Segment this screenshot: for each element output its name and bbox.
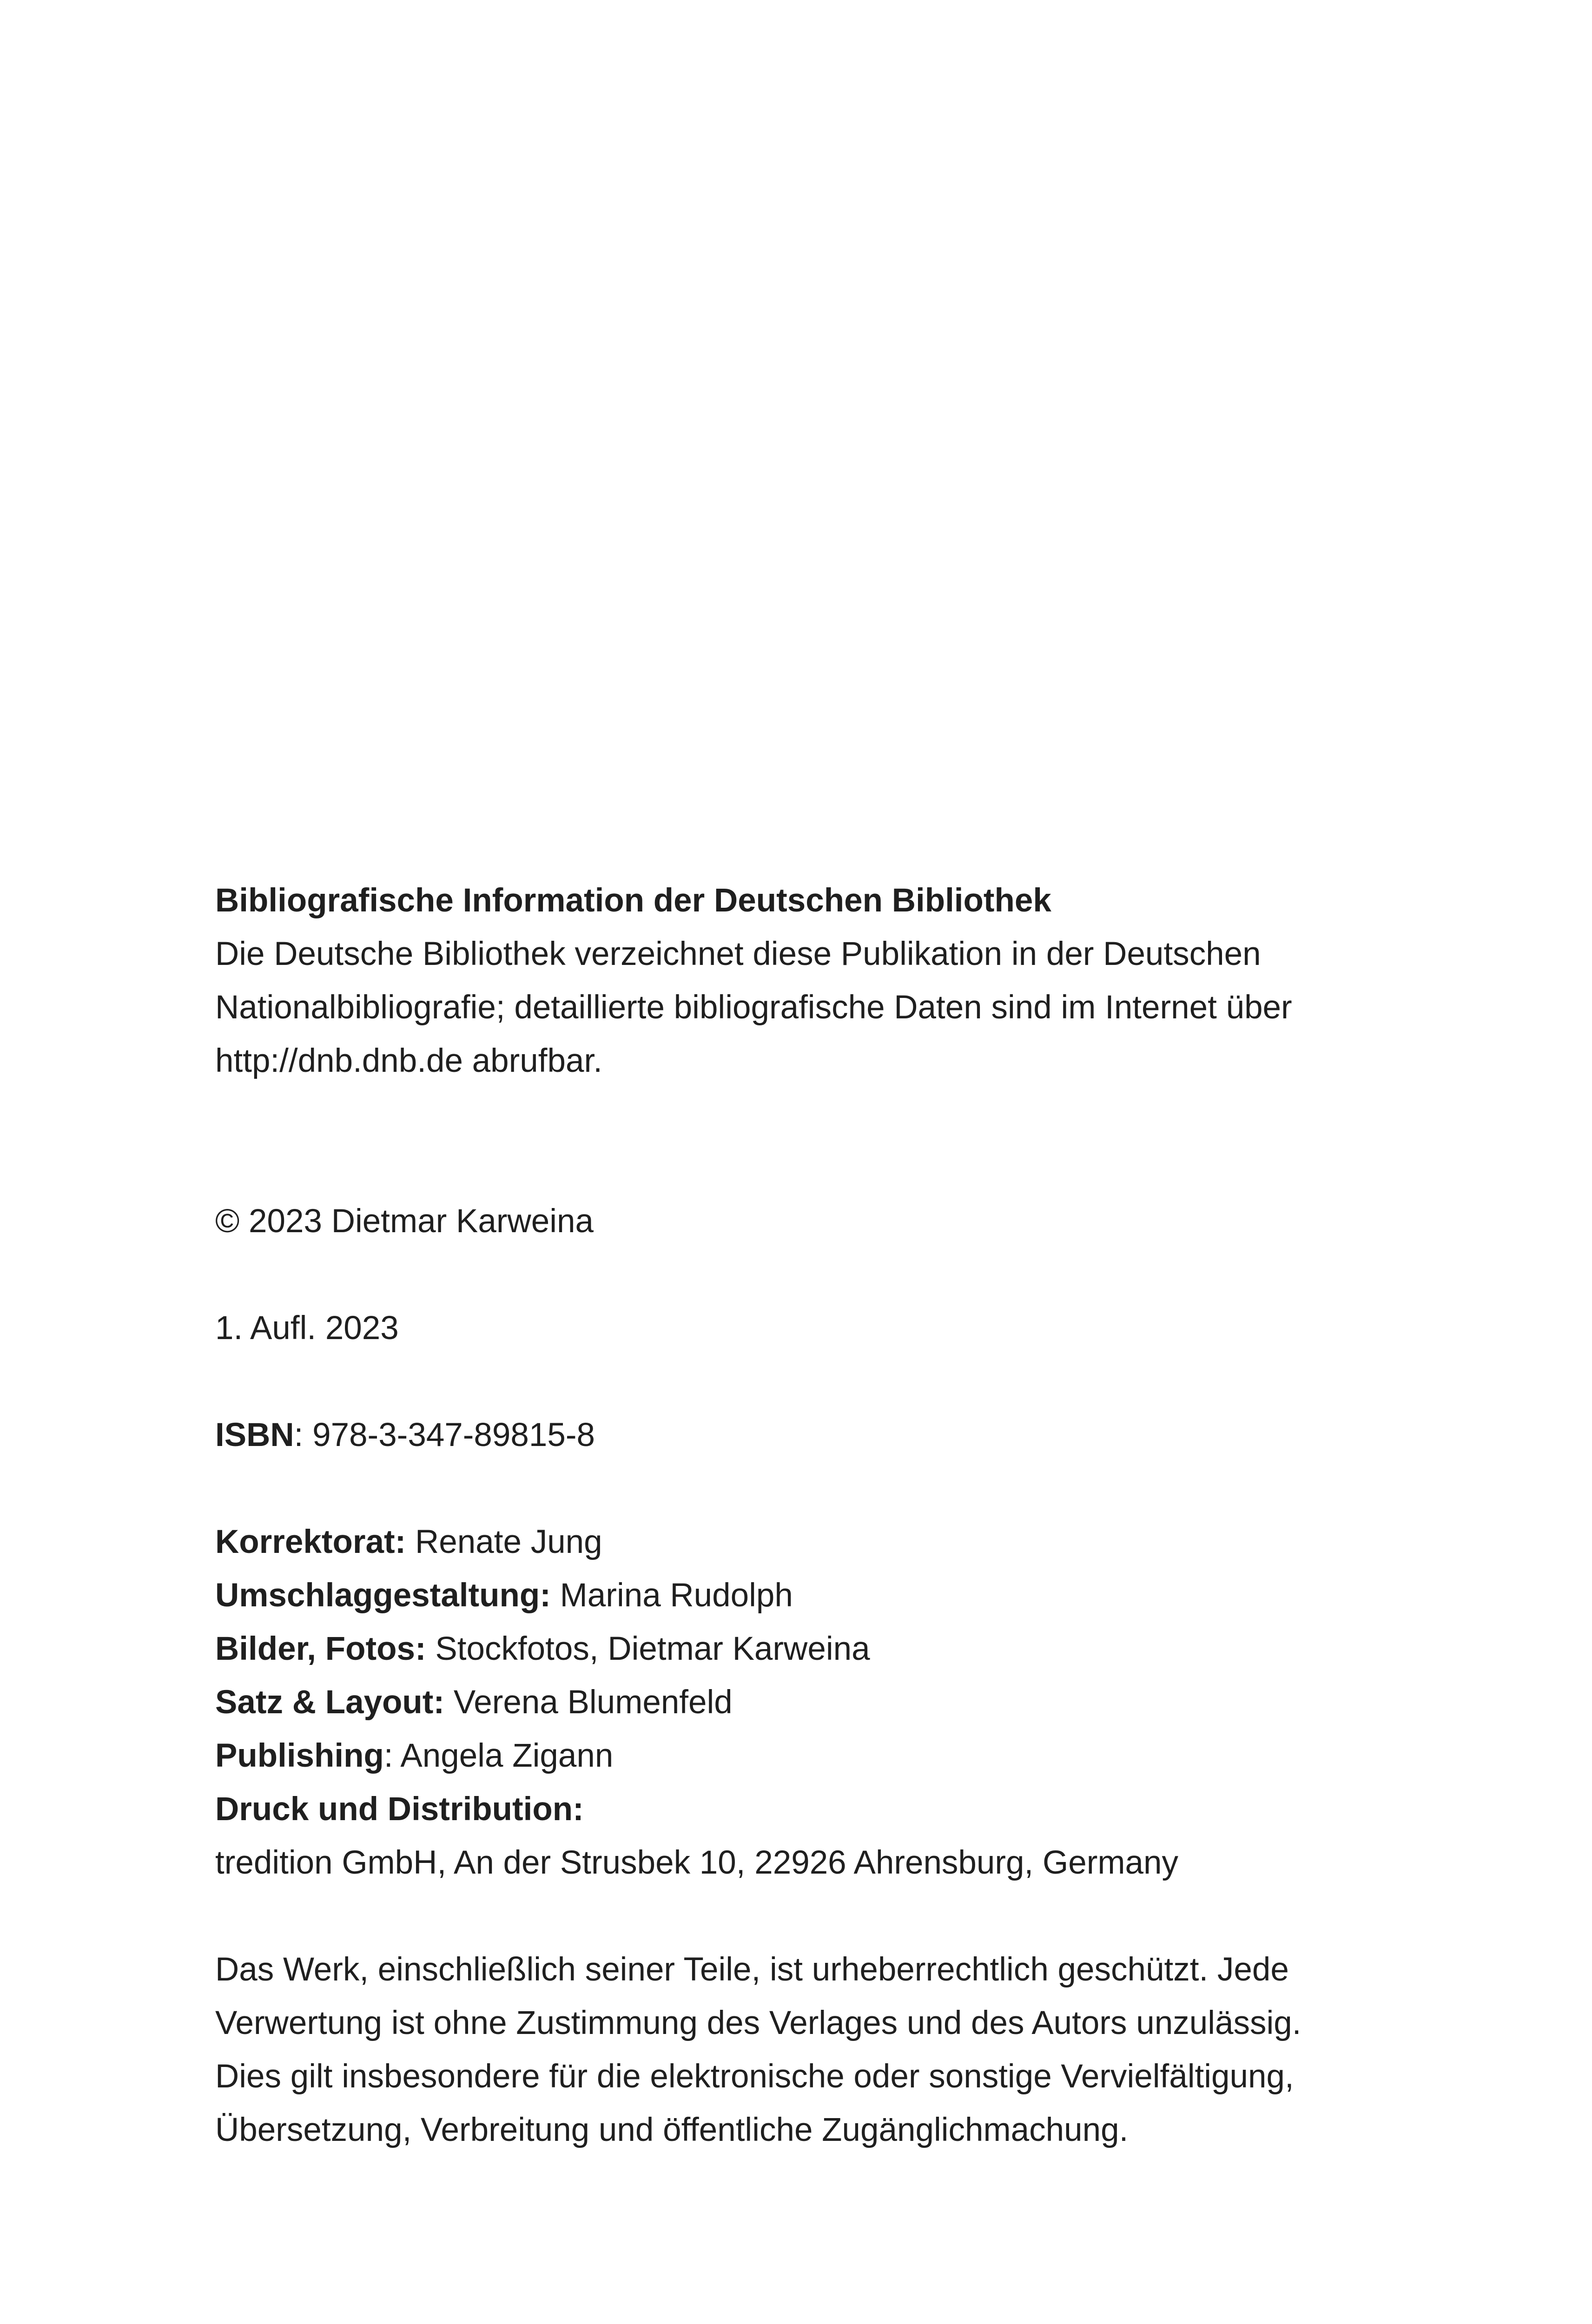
imprint-block bbox=[215, 874, 1405, 2157]
credit-line-distribution bbox=[215, 1783, 1405, 1836]
credit-value: Stockfotos, Dietmar Karweina bbox=[426, 1631, 870, 1667]
credit-value: Verena Blumenfeld bbox=[444, 1684, 733, 1721]
credit-line-images bbox=[215, 1622, 1405, 1676]
copyright-notice-line: Verwertung ist ohne Zustimmung des Verlages und des Autors unzulässig. bbox=[215, 2005, 1301, 2041]
credit-line-cover-design bbox=[215, 1569, 1405, 1622]
bibliographic-line: http://dnb.dnb.de abrufbar. bbox=[215, 1043, 602, 1079]
credit-label: Druck und Distribution: bbox=[215, 1791, 584, 1828]
spacer bbox=[215, 1088, 1405, 1195]
spacer bbox=[215, 1462, 1405, 1515]
credit-label: Umschlaggestaltung: bbox=[215, 1577, 551, 1614]
copyright-notice-line: Dies gilt insbesondere für die elektronische oder sonstige Vervielfältigung, bbox=[215, 2058, 1294, 2095]
credit-line-publishing bbox=[215, 1729, 1405, 1783]
credit-value: Renate Jung bbox=[406, 1524, 602, 1560]
isbn-value: : 978-3-347-89815-8 bbox=[294, 1417, 595, 1453]
copyright-notice-line: Übersetzung, Verbreitung und öffentliche Zugänglichmachung. bbox=[215, 2112, 1129, 2148]
isbn-label: ISBN bbox=[215, 1417, 294, 1453]
credit-line-typesetting bbox=[215, 1676, 1405, 1729]
credit-label: Korrektorat: bbox=[215, 1524, 406, 1560]
credit-label: Bilder, Fotos: bbox=[215, 1631, 426, 1667]
isbn-line bbox=[215, 1408, 1405, 1462]
edition-line: 1. Aufl. 2023 bbox=[215, 1310, 399, 1347]
bibliographic-line: Die Deutsche Bibliothek verzeichnet diese Publikation in der Deutschen bbox=[215, 936, 1261, 972]
credit-value: Marina Rudolph bbox=[550, 1577, 793, 1614]
copyright-notice-line: Das Werk, einschließlich seiner Teile, ist urheberrechtlich geschützt. Jede bbox=[215, 1951, 1289, 1988]
credit-value: : Angela Zigann bbox=[383, 1737, 614, 1774]
spacer bbox=[215, 1248, 1405, 1301]
spacer bbox=[215, 1355, 1405, 1408]
copyright-line: © 2023 Dietmar Karweina bbox=[215, 1203, 594, 1240]
credit-label: Satz & Layout: bbox=[215, 1684, 445, 1721]
bibliographic-line: Nationalbibliografie; detaillierte bibliografische Daten sind im Internet über bbox=[215, 989, 1292, 1026]
spacer bbox=[215, 1889, 1405, 1943]
credit-label: Publishing bbox=[215, 1737, 384, 1774]
distribution-address: tredition GmbH, An der Strusbek 10, 22926 Ahrensburg, Germany bbox=[215, 1844, 1178, 1881]
credit-line-proofreading bbox=[215, 1515, 1405, 1569]
bibliographic-heading: Bibliografische Information der Deutschen Bibliothek bbox=[215, 882, 1051, 919]
